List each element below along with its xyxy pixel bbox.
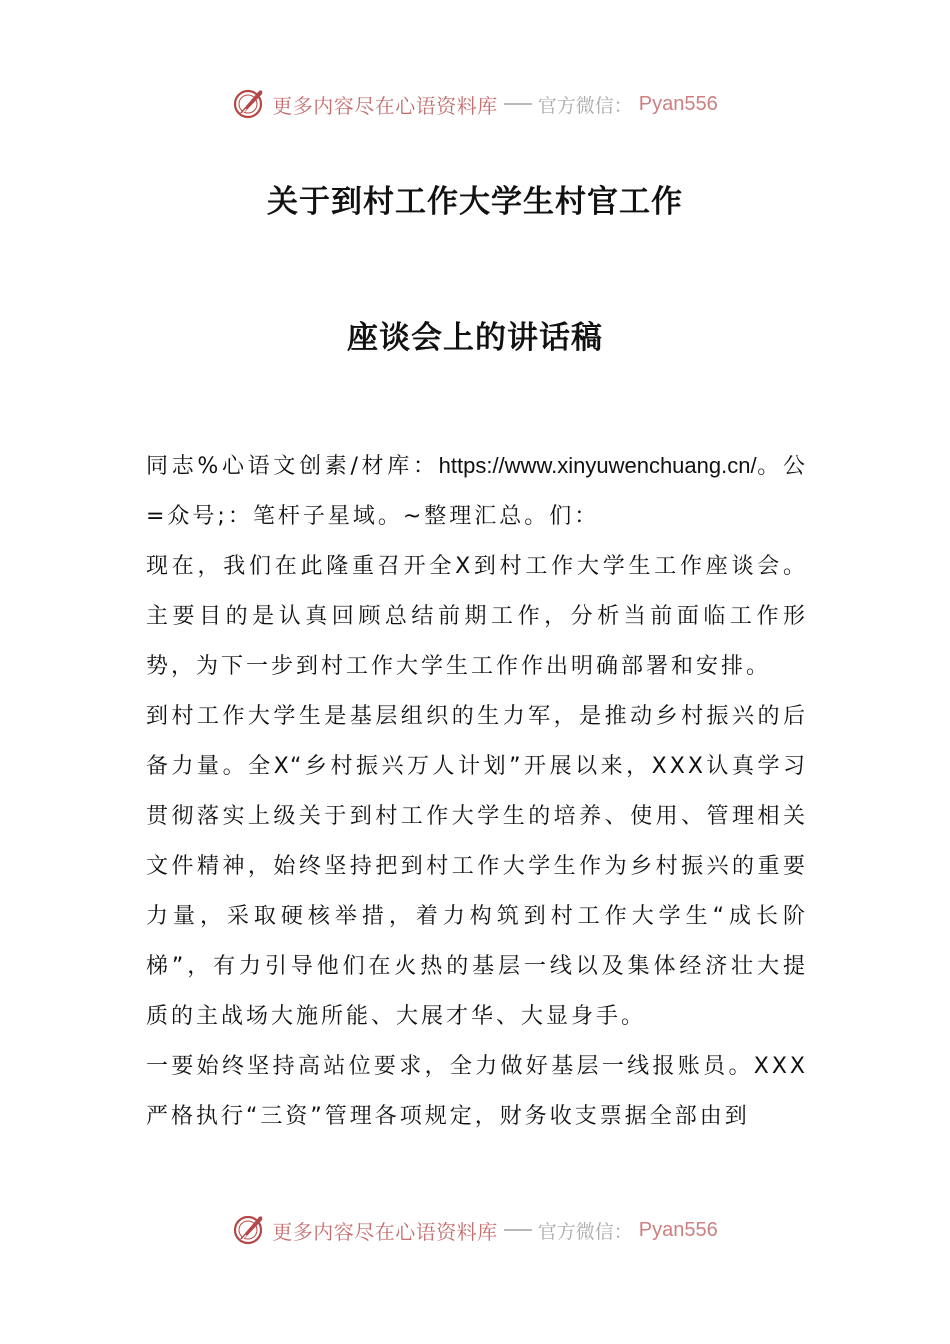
- greeting-paragraph: [146, 441, 808, 542]
- banner-brand-text: 更多内容尽在心语资料库: [272, 93, 498, 118]
- body-paragraph-3: 一要始终坚持高站位要求，全力做好基层一线报账员。XXX严格执行“三资”管理各项规定，财务收支票据全部由到: [146, 1054, 808, 1129]
- banner-wechat-label: 官方微信：: [537, 94, 633, 117]
- document-title-line-2: 座谈会上的讲话稿: [347, 320, 603, 356]
- greeting-prefix: 同志%心语文创素/材库：: [146, 454, 439, 479]
- quill-logo-icon: [232, 1212, 268, 1248]
- greeting-url: https://www.xinyuwenchuang.cn/: [438, 453, 757, 478]
- greeting-suffix: 。公=众号;：笔杆子星域。~整理汇总。们：: [146, 454, 808, 529]
- quill-logo-icon: [232, 86, 268, 122]
- body-paragraph-1: 现在，我们在此隆重召开全X到村工作大学生工作座谈会。主要目的是认真回顾总结前期工作，分析当前面临工作形势，为下一步到村工作大学生工作作出明确部署和安排。: [146, 554, 808, 679]
- footer-banner: [0, 1210, 950, 1250]
- header-banner: [0, 84, 950, 124]
- body-paragraph-2: 到村工作大学生是基层组织的生力军，是推动乡村振兴的后备力量。全X“乡村振兴万人计划”开展以来，XXX认真学习贯彻落实上级关于到村工作大学生的培养、使用、管理相关文件精神，始终坚持把到村工作大学生作为乡村振兴的重要力量，采取硬核举措，着力构筑到村工作大学生“成长阶梯”，有力引导他们在火热的基层一线以及集体经济壮大提质的主战场大施所能、大展才华、大显身手。: [146, 704, 808, 1029]
- footer-dash-divider: [504, 1229, 532, 1231]
- banner-dash-divider: [504, 103, 532, 105]
- footer-wechat-label: 官方微信：: [537, 1220, 633, 1243]
- banner-wechat-id: Pyan556: [638, 92, 718, 115]
- footer-brand-text: 更多内容尽在心语资料库: [272, 1219, 498, 1244]
- footer-wechat-id: Pyan556: [638, 1218, 718, 1241]
- document-body: [146, 441, 808, 1142]
- document-title-line-1: 关于到村工作大学生村官工作: [267, 184, 683, 220]
